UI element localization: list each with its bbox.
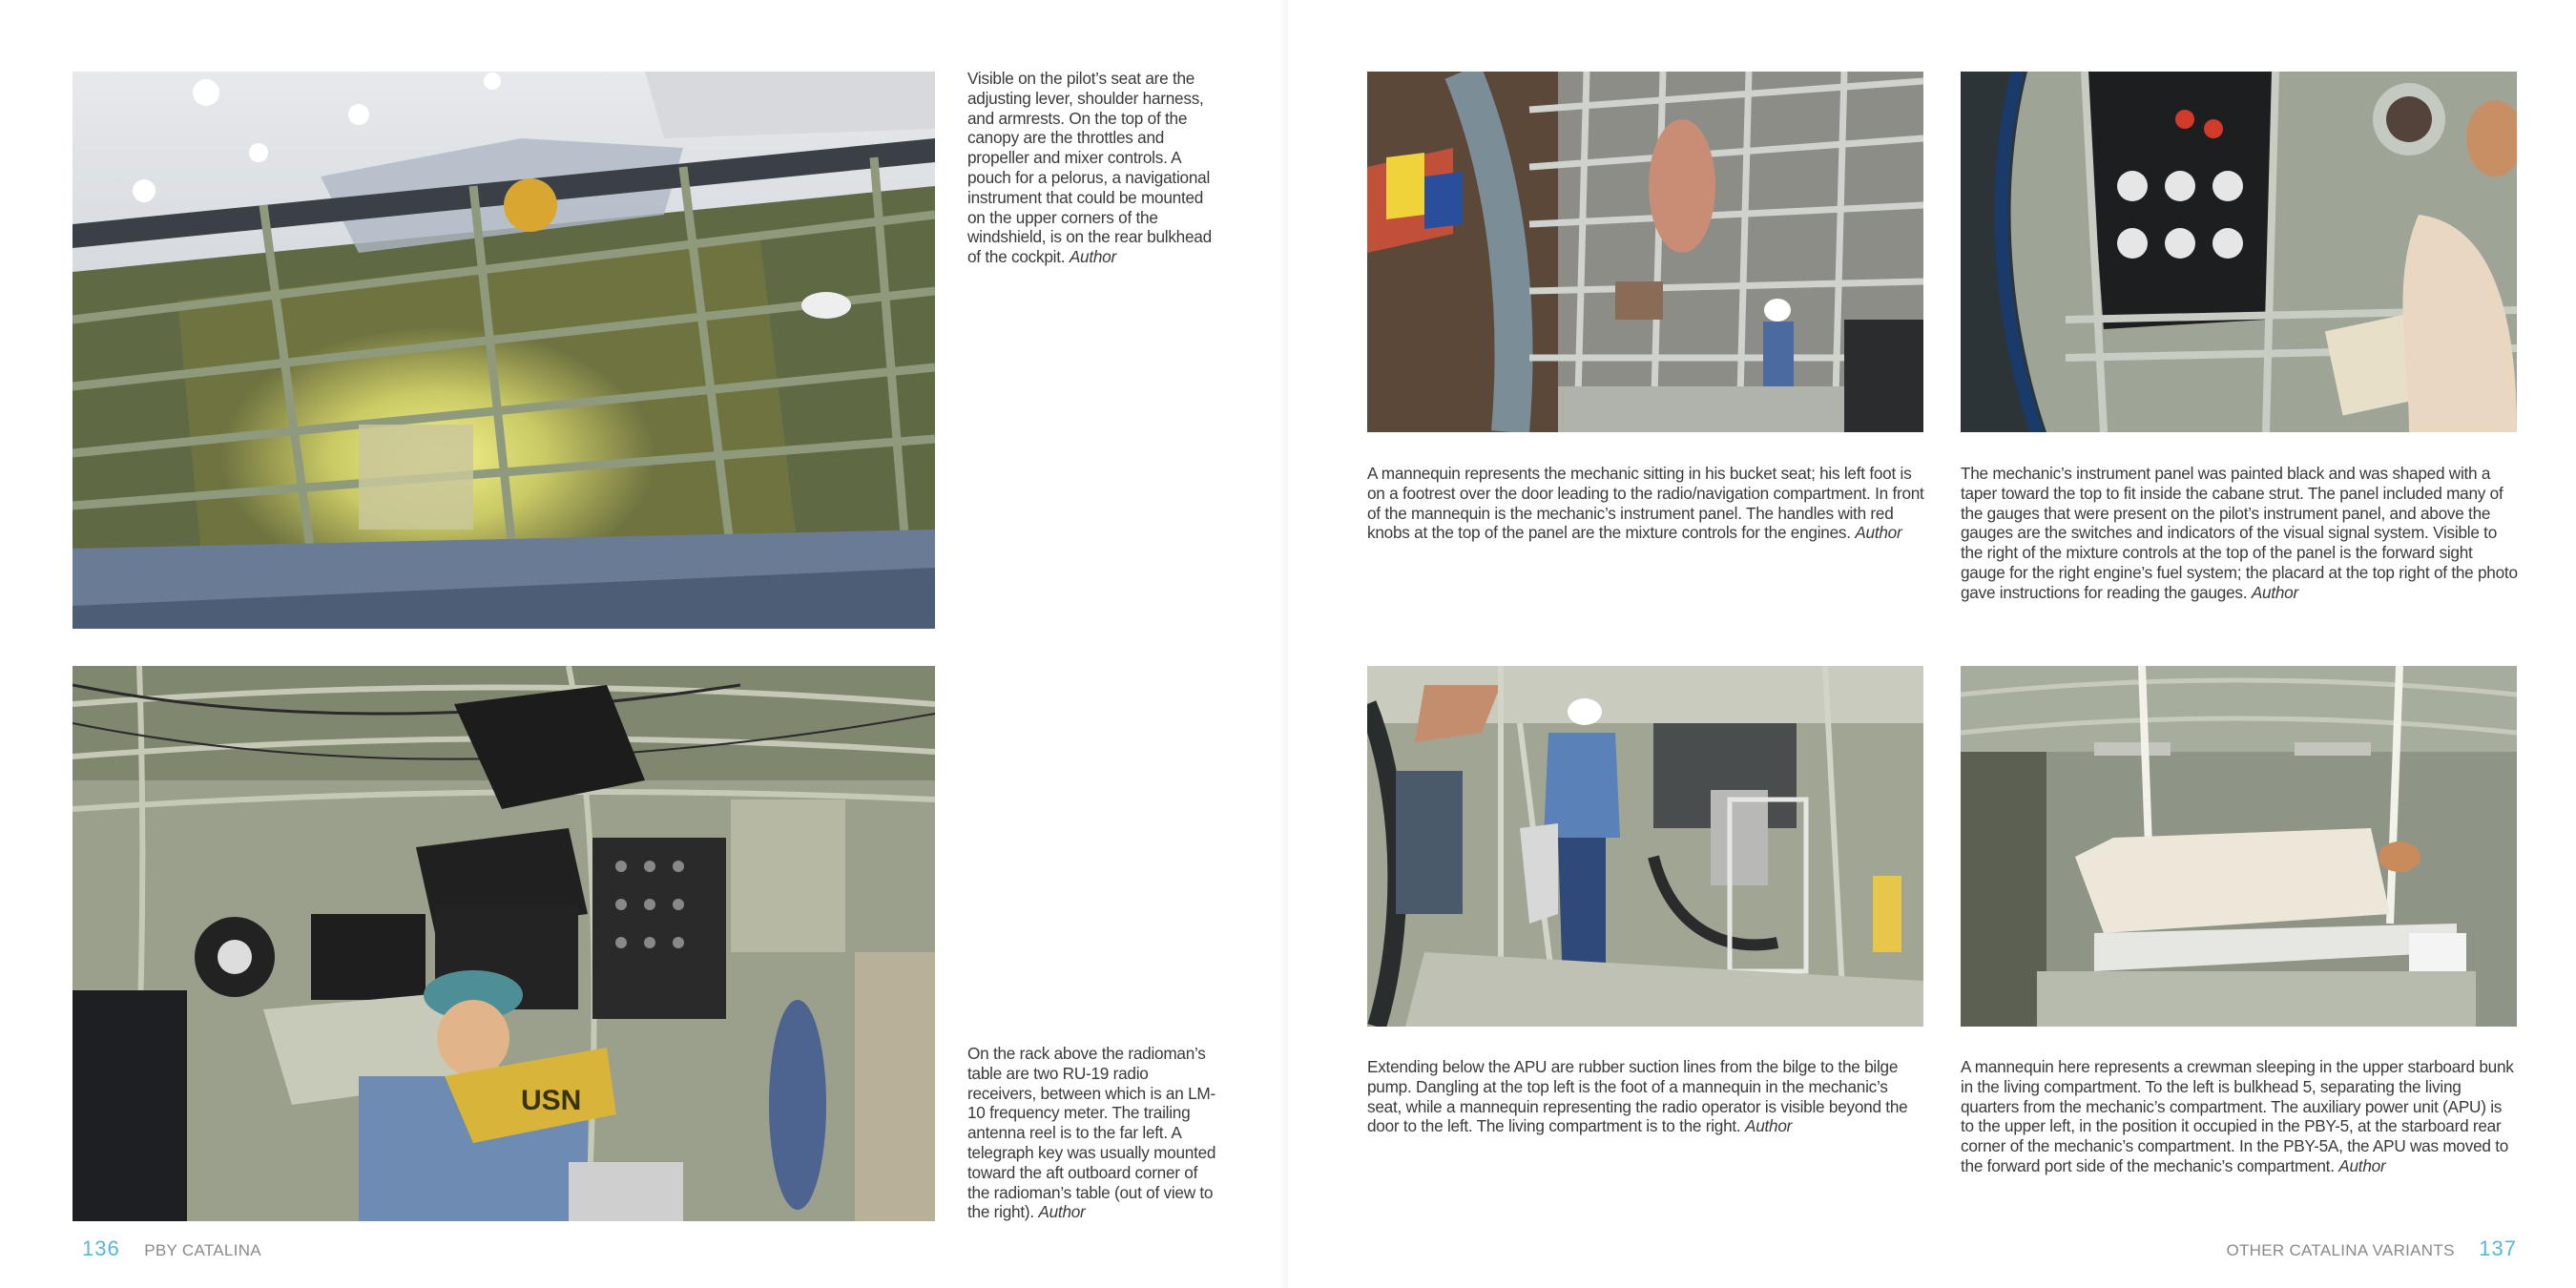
caption-instrument-panel-text: The mechanic’s instrument panel was painted black and was shaped with a taper toward the top to fit inside the cabane strut. The panel included many of the gauges that were present on the pilot’s instrument panel, and above the gauges are the switches and indicators of the visual signal system. Visible to the right of the mixture controls at the top of the panel is the forward sight gauge for the right engine’s fuel system; the placard at the top right of the photo gave instructions for reading the gauges. (1961, 464, 2518, 602)
caption-apu (1367, 1057, 1924, 1136)
photo-cockpit (73, 72, 935, 629)
caption-mechanic-seat (1367, 464, 1924, 543)
photo-apu-image (1367, 666, 1923, 1027)
page-number-right: 137 (2479, 1236, 2517, 1260)
photo-mechanic-seat (1367, 72, 1923, 432)
running-head-right: OTHER CATALINA VARIANTS (2226, 1241, 2455, 1259)
caption-pilot-seat-credit: Author (1069, 247, 1116, 267)
photo-mechanic-seat-image (1367, 72, 1923, 432)
folio-left (82, 1236, 261, 1261)
right-page (1288, 0, 2576, 1288)
photo-radioman-image (73, 666, 935, 1221)
running-head-left: PBY CATALINA (144, 1241, 261, 1259)
photo-cockpit-image (73, 72, 935, 629)
caption-radioman-text: On the rack above the radioman’s table are two RU-19 radio receivers, between which is an LM-10 frequency meter. The trailing antenna reel is to the far left. A telegraph key was usually mounted toward the aft outboard corner of the radioman’s table (out of view to the right). (967, 1044, 1216, 1222)
mannequin-usn-text: USN (521, 1085, 582, 1116)
caption-mechanic-seat-credit: Author (1855, 523, 1902, 543)
caption-radioman-credit: Author (1038, 1202, 1086, 1222)
caption-bunk-text: A mannequin here represents a crewman sleeping in the upper starboard bunk in the living compartment. To the left is bulkhead 5, separating the living quarters from the mechanic’s compartment. The auxiliary power unit (APU) is to the upper left, in the position it occupied in the PBY-5, at the starboard rear corner of the mechanic’s compartment. In the PBY-5A, the APU was moved to the forward port side of the mechanic’s compartment. (1961, 1057, 2514, 1175)
photo-instrument-panel (1961, 72, 2517, 432)
caption-mechanic-seat-text: A mannequin represents the mechanic sitting in his bucket seat; his left foot is on a footrest over the door leading to the radio/navigation compartment. In front of the mannequin is the mechanic’s instrument panel. The handles with red knobs at the top of the panel are the mixture controls for the engines. (1367, 464, 1924, 543)
caption-instrument-panel (1961, 464, 2518, 603)
photo-instrument-panel-image (1961, 72, 2517, 432)
caption-instrument-panel-credit: Author (2251, 582, 2298, 602)
photo-radioman (73, 666, 935, 1221)
photo-apu (1367, 666, 1923, 1027)
caption-pilot-seat-text: Visible on the pilot’s seat are the adjusting lever, shoulder harness, and armrests. On the top of the canopy are the throttles and propeller and mixer controls. A pouch for a pelorus, a navigational instrument that could be mounted on the upper corners of the windshield, is on the rear bulkhead of the cockpit. (967, 69, 1212, 267)
page-number-left: 136 (82, 1236, 120, 1260)
photo-bunk (1961, 666, 2517, 1027)
caption-apu-credit: Author (1744, 1116, 1793, 1136)
caption-bunk-credit: Author (2338, 1155, 2386, 1175)
caption-bunk (1961, 1057, 2518, 1176)
folio-right (2226, 1236, 2517, 1261)
caption-radioman (967, 1044, 1217, 1222)
photo-bunk-image (1961, 666, 2517, 1027)
caption-apu-text: Extending below the APU are rubber suction lines from the bilge to the bilge pump. Dangling at the top left is the foot of a mannequin in the mechanic’s seat, while a mannequin representing the radio operator is visible beyond the door to the left. The living compartment is to the right. (1367, 1057, 1908, 1136)
caption-pilot-seat (967, 69, 1217, 267)
